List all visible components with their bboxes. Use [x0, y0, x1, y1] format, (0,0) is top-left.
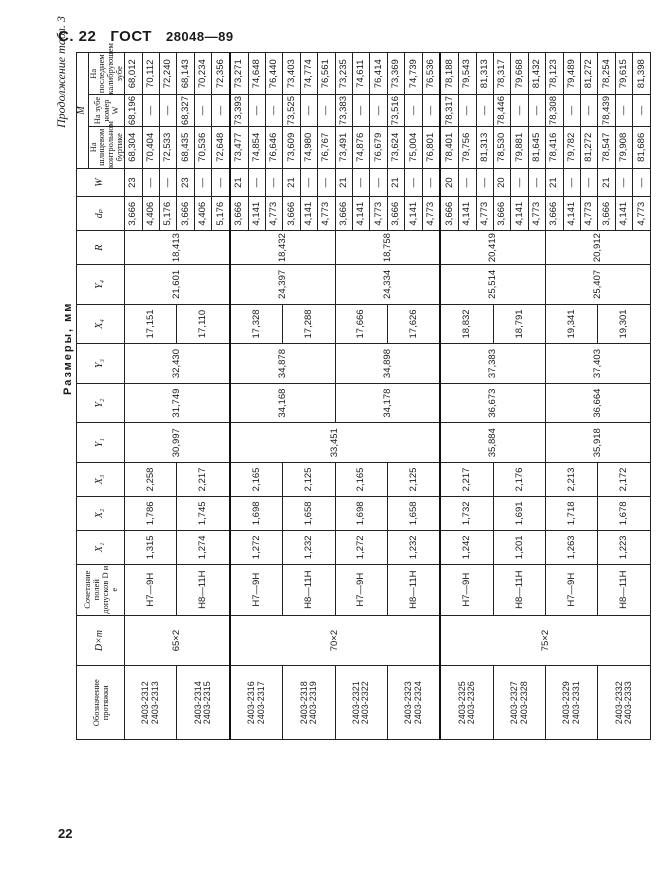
x1-cell: 1,223	[598, 530, 651, 564]
m-spline-cell: 68,304	[125, 126, 142, 168]
w-cell: —	[212, 168, 230, 196]
header-m-spline: На шлицевом контрольном буртике	[87, 121, 125, 168]
w-cell: —	[353, 168, 370, 196]
w-cell: —	[266, 168, 283, 196]
x4-cell: 17,110	[177, 304, 230, 344]
y3-cell: 32,430	[125, 344, 230, 384]
m-tooth-w-cell: —	[422, 95, 440, 126]
w-cell: 21	[230, 168, 248, 196]
m-last-cell: 73,403	[283, 53, 300, 95]
m-spline-cell: 70,536	[194, 126, 211, 168]
header-x1: X₁	[77, 530, 125, 564]
m-spline-cell: 79,881	[511, 126, 528, 168]
dp-cell: 4,141	[353, 197, 370, 231]
dp-cell: 5,176	[212, 197, 230, 231]
header-y4: Y₄	[77, 265, 125, 305]
m-spline-cell: 75,004	[405, 126, 422, 168]
m-last-cell: 81,313	[476, 53, 493, 95]
y4-cell: 25,514	[440, 265, 545, 305]
table-body	[125, 53, 651, 740]
m-tooth-w-cell: 78,308	[546, 95, 563, 126]
y4-cell: 24,397	[230, 265, 335, 305]
dp-cell: 4,141	[511, 197, 528, 231]
m-spline-cell: 73,609	[283, 126, 300, 168]
x3-cell: 2,125	[283, 462, 335, 496]
m-last-cell: 70,234	[194, 53, 211, 95]
x1-cell: 1,242	[440, 530, 493, 564]
designation-code: 2403-2325	[456, 681, 467, 725]
m-last-cell: 74,611	[353, 53, 370, 95]
designation-code: 2403-2315	[202, 681, 213, 725]
m-tooth-w-cell: 73,516	[387, 95, 404, 126]
y2-cell: 36,673	[440, 383, 545, 423]
w-cell: 23	[125, 168, 142, 196]
w-cell: 21	[335, 168, 352, 196]
m-last-cell: 78,123	[546, 53, 563, 95]
w-cell: —	[194, 168, 211, 196]
m-last-cell: 73,369	[387, 53, 404, 95]
x3-cell: 2,172	[598, 462, 651, 496]
designation-code: 2403-2319	[308, 681, 319, 725]
w-cell: 21	[387, 168, 404, 196]
w-cell: —	[248, 168, 265, 196]
m-tooth-w-cell: —	[300, 95, 317, 126]
dp-cell: 4,141	[300, 197, 317, 231]
m-spline-cell: 79,908	[615, 126, 632, 168]
header-x3: X₃	[77, 462, 125, 496]
designation-cell	[177, 666, 230, 740]
y4-cell: 25,407	[546, 265, 651, 305]
page-label: С. 22	[58, 28, 97, 45]
designation-code: 2403-2312	[140, 681, 151, 725]
x4-cell: 19,301	[598, 304, 651, 344]
r-cell: 18,413	[125, 231, 230, 265]
w-cell: 21	[283, 168, 300, 196]
m-spline-cell: 78,401	[440, 126, 458, 168]
header-x4: X₄	[77, 304, 125, 344]
m-tooth-w-cell: —	[353, 95, 370, 126]
x1-cell: 1,232	[283, 530, 335, 564]
y3-cell: 34,898	[335, 344, 440, 384]
dp-cell: 4,141	[563, 197, 580, 231]
dp-cell: 4,773	[266, 197, 283, 231]
w-cell: 20	[440, 168, 458, 196]
x1-cell: 1,201	[493, 530, 545, 564]
m-last-cell: 74,774	[300, 53, 317, 95]
table-row	[230, 53, 248, 740]
tolerance-cell: H7—9H	[440, 564, 493, 615]
w-cell: —	[160, 168, 177, 196]
w-cell: —	[318, 168, 335, 196]
tolerance-cell: H8—11H	[387, 564, 440, 615]
m-tooth-w-cell: —	[633, 95, 651, 126]
header-m-tooth-w: На зубе номер W	[88, 95, 125, 126]
x4-cell: 19,341	[546, 304, 598, 344]
m-last-cell: 72,356	[212, 53, 230, 95]
x3-cell: 2,176	[493, 462, 545, 496]
m-tooth-w-cell: 68,196	[125, 95, 142, 126]
x1-cell: 1,315	[125, 530, 177, 564]
dp-cell: 4,406	[194, 197, 211, 231]
y4-cell: 21,601	[125, 265, 230, 305]
dp-cell: 4,773	[476, 197, 493, 231]
header-x2: X₂	[77, 496, 125, 530]
dp-cell: 3,666	[387, 197, 404, 231]
tolerance-cell: H8—11H	[177, 564, 230, 615]
m-tooth-w-cell: 78,317	[440, 95, 458, 126]
x4-cell: 17,151	[125, 304, 177, 344]
table-header	[76, 43, 125, 740]
w-cell: —	[422, 168, 440, 196]
header-y2: Y₂	[77, 383, 125, 423]
dp-cell: 4,773	[580, 197, 597, 231]
dp-cell: 3,666	[335, 197, 352, 231]
header-y3: Y₃	[77, 344, 125, 384]
m-last-cell: 68,012	[125, 53, 142, 95]
m-spline-cell: 81,313	[476, 126, 493, 168]
m-tooth-w-cell: —	[318, 95, 335, 126]
header-tolerance: Сочетание полей допусков D и e	[77, 564, 125, 615]
y4-cell: 24,334	[335, 265, 440, 305]
w-cell: —	[563, 168, 580, 196]
tolerance-cell: H8—11H	[493, 564, 545, 615]
dxm-cell: 70×2	[230, 615, 440, 666]
m-spline-cell: 81,645	[528, 126, 545, 168]
dp-cell: 4,773	[370, 197, 387, 231]
x1-cell: 1,274	[177, 530, 230, 564]
tolerance-cell: H8—11H	[598, 564, 651, 615]
m-tooth-w-cell: 78,439	[598, 95, 615, 126]
m-spline-cell: 81,686	[633, 126, 651, 168]
x3-cell: 2,165	[230, 462, 283, 496]
rotated-table-frame	[76, 43, 651, 740]
r-cell: 18,758	[335, 231, 440, 265]
m-last-cell: 73,271	[230, 53, 248, 95]
m-spline-cell: 72,533	[160, 126, 177, 168]
dp-cell: 5,176	[160, 197, 177, 231]
x2-cell: 1,678	[598, 496, 651, 530]
table-row	[440, 53, 458, 740]
tolerance-cell: H8—11H	[283, 564, 335, 615]
m-tooth-w-cell: —	[370, 95, 387, 126]
r-cell: 20,419	[440, 231, 545, 265]
x1-cell: 1,272	[335, 530, 387, 564]
m-spline-cell: 79,782	[563, 126, 580, 168]
dp-cell: 3,666	[177, 197, 194, 231]
designation-code: 2403-2326	[466, 681, 477, 725]
y1-cell: 33,451	[230, 423, 440, 463]
dp-cell: 4,141	[459, 197, 476, 231]
x1-cell: 1,232	[387, 530, 440, 564]
dp-cell: 3,666	[230, 197, 248, 231]
m-tooth-w-cell: —	[563, 95, 580, 126]
w-cell: —	[633, 168, 651, 196]
x2-cell: 1,658	[387, 496, 440, 530]
designation-code: 2403-2329	[561, 681, 572, 725]
x4-cell: 17,626	[387, 304, 440, 344]
y1-cell: 30,997	[125, 423, 230, 463]
dp-cell: 3,666	[546, 197, 563, 231]
y2-cell: 31,749	[125, 383, 230, 423]
tolerance-cell: H7—9H	[335, 564, 387, 615]
dp-cell: 4,773	[318, 197, 335, 231]
m-tooth-w-cell: 68,327	[177, 95, 194, 126]
m-last-cell: 78,188	[440, 53, 458, 95]
m-spline-cell: 76,646	[266, 126, 283, 168]
designation-code: 2403-2331	[570, 681, 581, 725]
w-cell: —	[476, 168, 493, 196]
m-spline-cell: 81,272	[580, 126, 597, 168]
x4-cell: 17,328	[230, 304, 283, 344]
x3-cell: 2,217	[440, 462, 493, 496]
r-cell: 20,912	[546, 231, 651, 265]
x2-cell: 1,718	[546, 496, 598, 530]
dimensions-caption: Размеры, мм	[62, 301, 74, 395]
designation-code: 2403-2332	[613, 681, 624, 725]
m-last-cell: 73,235	[335, 53, 352, 95]
m-tooth-w-cell: —	[580, 95, 597, 126]
x3-cell: 2,165	[335, 462, 387, 496]
m-tooth-w-cell: 73,525	[283, 95, 300, 126]
m-last-cell: 78,317	[493, 53, 510, 95]
dp-cell: 4,773	[633, 197, 651, 231]
y2-cell: 34,178	[335, 383, 440, 423]
m-last-cell: 79,543	[459, 53, 476, 95]
dp-cell: 3,666	[283, 197, 300, 231]
page-header	[58, 28, 234, 45]
w-cell: —	[528, 168, 545, 196]
m-spline-cell: 76,679	[370, 126, 387, 168]
designation-cell	[335, 666, 387, 740]
w-cell: 23	[177, 168, 194, 196]
m-last-cell: 76,561	[318, 53, 335, 95]
m-spline-cell: 78,547	[598, 126, 615, 168]
x1-cell: 1,272	[230, 530, 283, 564]
x2-cell: 1,698	[230, 496, 283, 530]
w-cell: —	[142, 168, 159, 196]
m-last-cell: 81,432	[528, 53, 545, 95]
header-designation: Обозначение протяжки	[77, 666, 125, 740]
tolerance-cell: H7—9H	[230, 564, 283, 615]
m-spline-cell: 76,767	[318, 126, 335, 168]
m-last-cell: 79,668	[511, 53, 528, 95]
dimensions-table	[76, 43, 651, 740]
m-last-cell: 68,143	[177, 53, 194, 95]
m-spline-cell: 79,756	[459, 126, 476, 168]
m-spline-cell: 74,980	[300, 126, 317, 168]
m-spline-cell: 76,801	[422, 126, 440, 168]
m-last-cell: 79,615	[615, 53, 632, 95]
dp-cell: 4,141	[405, 197, 422, 231]
dp-cell: 4,141	[248, 197, 265, 231]
m-tooth-w-cell: —	[476, 95, 493, 126]
m-last-cell: 76,414	[370, 53, 387, 95]
m-tooth-w-cell: —	[248, 95, 265, 126]
y2-cell: 34,168	[230, 383, 335, 423]
dp-cell: 3,666	[440, 197, 458, 231]
m-last-cell: 76,440	[266, 53, 283, 95]
w-cell: 20	[493, 168, 510, 196]
designation-code: 2403-2316	[246, 681, 257, 725]
designation-code: 2403-2314	[192, 681, 203, 725]
w-cell: —	[300, 168, 317, 196]
m-tooth-w-cell: —	[212, 95, 230, 126]
designation-code: 2403-2313	[149, 681, 160, 725]
x3-cell: 2,258	[125, 462, 177, 496]
m-spline-cell: 74,854	[248, 126, 265, 168]
dp-cell: 3,666	[598, 197, 615, 231]
header-dxm: D×m	[77, 615, 125, 666]
x2-cell: 1,691	[493, 496, 545, 530]
designation-cell	[546, 666, 598, 740]
designation-cell	[440, 666, 493, 740]
x2-cell: 1,745	[177, 496, 230, 530]
m-tooth-w-cell: —	[142, 95, 159, 126]
header-m-last: На последнем калибрующем зубе	[87, 43, 125, 95]
x2-cell: 1,786	[125, 496, 177, 530]
tolerance-cell: H7—9H	[546, 564, 598, 615]
standard-label: ГОСТ	[110, 28, 152, 45]
header-r: R	[77, 231, 125, 265]
w-cell: 21	[546, 168, 563, 196]
m-tooth-w-cell: —	[266, 95, 283, 126]
dp-cell: 4,773	[422, 197, 440, 231]
w-cell: —	[405, 168, 422, 196]
x3-cell: 2,213	[546, 462, 598, 496]
x4-cell: 18,832	[440, 304, 493, 344]
x2-cell: 1,698	[335, 496, 387, 530]
w-cell: —	[580, 168, 597, 196]
m-spline-cell: 68,435	[177, 126, 194, 168]
designation-cell	[493, 666, 545, 740]
dp-cell: 3,666	[493, 197, 510, 231]
header-w: W	[77, 168, 125, 196]
y1-cell: 35,918	[546, 423, 651, 463]
m-tooth-w-cell: 73,383	[335, 95, 352, 126]
y3-cell: 34,878	[230, 344, 335, 384]
m-tooth-w-cell: —	[528, 95, 545, 126]
m-last-cell: 79,489	[563, 53, 580, 95]
x4-cell: 18,791	[493, 304, 545, 344]
m-spline-cell: 73,477	[230, 126, 248, 168]
tolerance-cell: H7—9H	[125, 564, 177, 615]
w-cell: —	[459, 168, 476, 196]
m-last-cell: 81,398	[633, 53, 651, 95]
x2-cell: 1,732	[440, 496, 493, 530]
m-spline-cell: 74,876	[353, 126, 370, 168]
m-last-cell: 72,240	[160, 53, 177, 95]
m-spline-cell: 70,404	[142, 126, 159, 168]
x3-cell: 2,217	[177, 462, 230, 496]
header-m-group: M	[77, 53, 89, 169]
w-cell: —	[370, 168, 387, 196]
m-spline-cell: 73,491	[335, 126, 352, 168]
designation-code: 2403-2328	[518, 681, 529, 725]
y3-cell: 37,383	[440, 344, 545, 384]
dp-cell: 4,773	[528, 197, 545, 231]
designation-cell	[598, 666, 651, 740]
m-last-cell: 81,272	[580, 53, 597, 95]
m-spline-cell: 78,530	[493, 126, 510, 168]
designation-code: 2403-2317	[255, 681, 266, 725]
m-spline-cell: 73,624	[387, 126, 404, 168]
m-tooth-w-cell: —	[194, 95, 211, 126]
standard-number: 28048—89	[165, 29, 234, 44]
designation-cell	[387, 666, 440, 740]
y3-cell: 37,403	[546, 344, 651, 384]
dp-cell: 4,406	[142, 197, 159, 231]
m-spline-cell: 78,416	[546, 126, 563, 168]
header-y1: Y₁	[77, 423, 125, 463]
page-number: 22	[58, 826, 73, 841]
header-dp: dₚ	[77, 197, 125, 231]
designation-cell	[125, 666, 177, 740]
table-continuation-caption: Продолжение табл. 3	[54, 16, 68, 128]
dxm-cell: 75×2	[440, 615, 650, 666]
designation-code: 2403-2324	[412, 681, 423, 725]
m-last-cell: 74,739	[405, 53, 422, 95]
w-cell: 21	[598, 168, 615, 196]
m-last-cell: 74,648	[248, 53, 265, 95]
table-row	[125, 53, 142, 740]
m-tooth-w-cell: —	[459, 95, 476, 126]
y2-cell: 36,664	[546, 383, 651, 423]
m-last-cell: 78,254	[598, 53, 615, 95]
w-cell: —	[615, 168, 632, 196]
dxm-cell: 65×2	[125, 615, 230, 666]
y1-cell: 35,884	[440, 423, 545, 463]
m-last-cell: 76,536	[422, 53, 440, 95]
x4-cell: 17,666	[335, 304, 387, 344]
m-tooth-w-cell: —	[160, 95, 177, 126]
designation-code: 2403-2318	[298, 681, 309, 725]
dp-cell: 3,666	[125, 197, 142, 231]
x1-cell: 1,263	[546, 530, 598, 564]
designation-code: 2403-2322	[360, 681, 371, 725]
x3-cell: 2,125	[387, 462, 440, 496]
designation-cell	[283, 666, 335, 740]
m-tooth-w-cell: 73,393	[230, 95, 248, 126]
designation-code: 2403-2323	[403, 681, 414, 725]
m-tooth-w-cell: 78,446	[493, 95, 510, 126]
r-cell: 18,432	[230, 231, 335, 265]
m-last-cell: 70,112	[142, 53, 159, 95]
designation-code: 2403-2327	[509, 681, 520, 725]
w-cell: —	[511, 168, 528, 196]
dp-cell: 4,141	[615, 197, 632, 231]
designation-cell	[230, 666, 283, 740]
x2-cell: 1,658	[283, 496, 335, 530]
m-tooth-w-cell: —	[615, 95, 632, 126]
x4-cell: 17,288	[283, 304, 335, 344]
m-tooth-w-cell: —	[511, 95, 528, 126]
m-spline-cell: 72,648	[212, 126, 230, 168]
designation-code: 2403-2333	[623, 681, 634, 725]
designation-code: 2403-2321	[350, 681, 361, 725]
m-tooth-w-cell: —	[405, 95, 422, 126]
